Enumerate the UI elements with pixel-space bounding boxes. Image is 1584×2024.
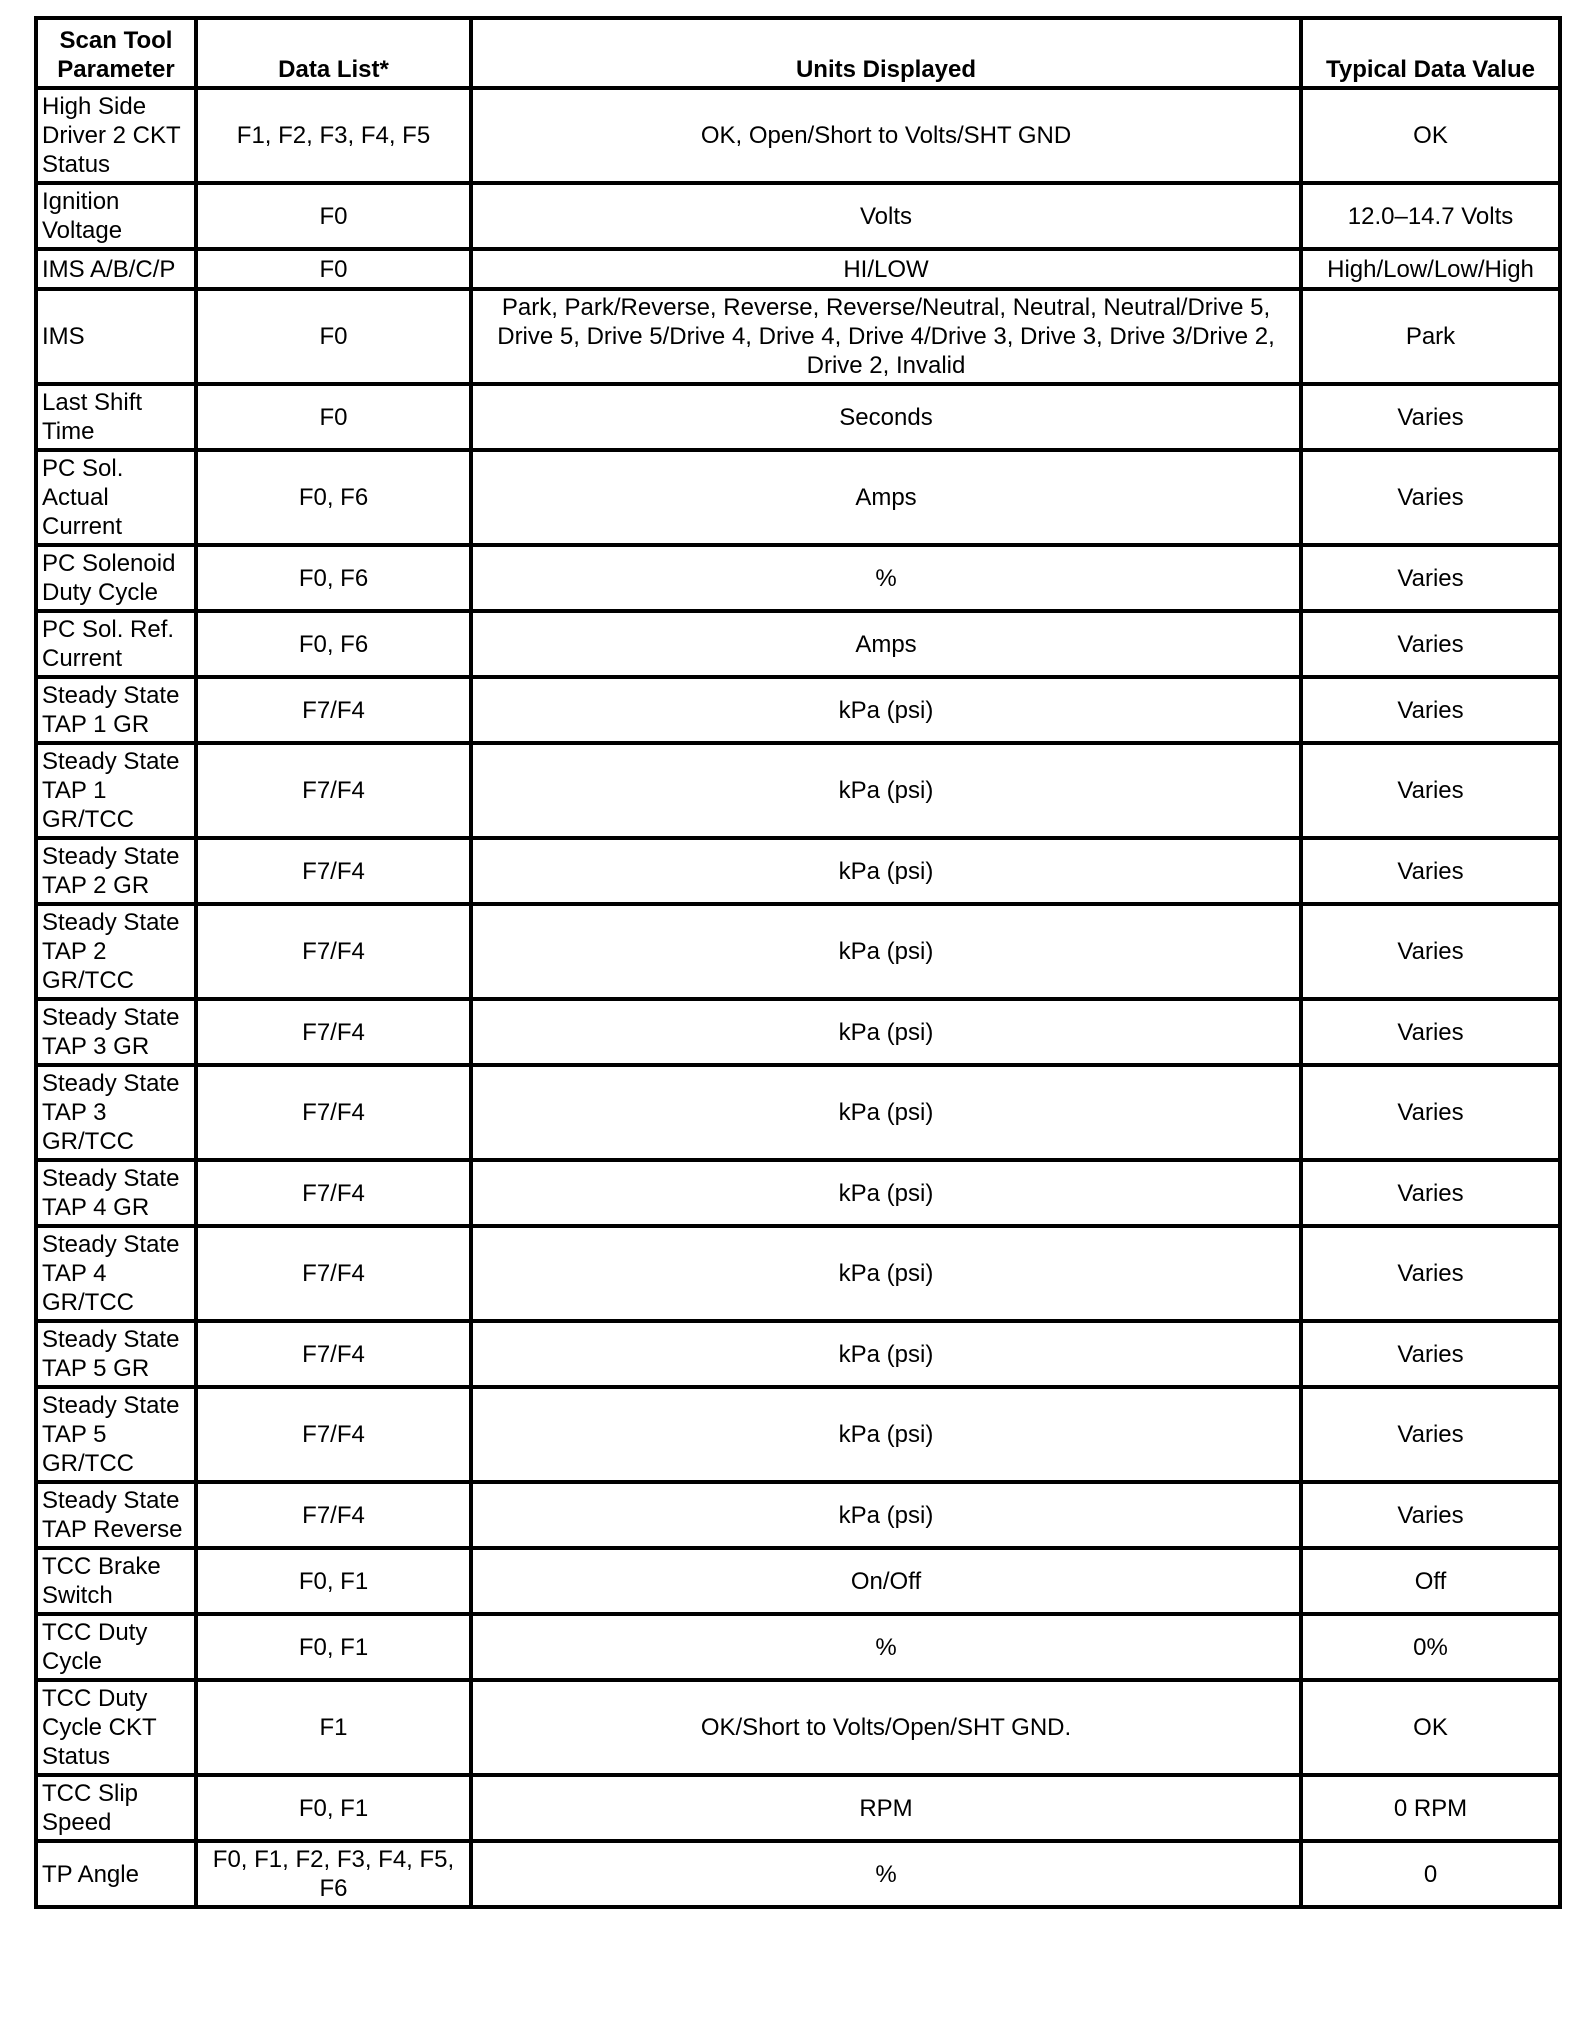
cell-data-list: F0, F1: [196, 1775, 471, 1841]
cell-typical-value: OK: [1301, 1680, 1560, 1775]
cell-parameter: PC Solenoid Duty Cycle: [36, 545, 196, 611]
table-header-row: [36, 18, 1560, 88]
table-row: [36, 904, 1560, 999]
cell-data-list: F7/F4: [196, 999, 471, 1065]
cell-parameter: TCC Duty Cycle CKT Status: [36, 1680, 196, 1775]
table-row: [36, 1387, 1560, 1482]
table-row: [36, 289, 1560, 384]
cell-parameter: Last Shift Time: [36, 384, 196, 450]
cell-typical-value: Varies: [1301, 677, 1560, 743]
cell-units: %: [471, 1841, 1301, 1907]
table-row: [36, 1680, 1560, 1775]
table-row: [36, 1775, 1560, 1841]
cell-data-list: F0, F6: [196, 611, 471, 677]
cell-units: kPa (psi): [471, 1160, 1301, 1226]
cell-typical-value: Park: [1301, 289, 1560, 384]
cell-typical-value: Varies: [1301, 999, 1560, 1065]
table-row: [36, 1321, 1560, 1387]
cell-units: kPa (psi): [471, 1226, 1301, 1321]
cell-units: %: [471, 545, 1301, 611]
cell-typical-value: Varies: [1301, 545, 1560, 611]
header-scan-tool-parameter: Scan Tool Parameter: [36, 18, 196, 88]
cell-typical-value: Off: [1301, 1548, 1560, 1614]
cell-parameter: Steady State TAP 3 GR: [36, 999, 196, 1065]
cell-parameter: Steady State TAP 4 GR/TCC: [36, 1226, 196, 1321]
table-row: [36, 183, 1560, 249]
table-row: [36, 677, 1560, 743]
cell-data-list: F7/F4: [196, 1065, 471, 1160]
cell-parameter: Steady State TAP Reverse: [36, 1482, 196, 1548]
cell-parameter: Steady State TAP 1 GR/TCC: [36, 743, 196, 838]
cell-units: Seconds: [471, 384, 1301, 450]
cell-units: Amps: [471, 611, 1301, 677]
cell-typical-value: Varies: [1301, 450, 1560, 545]
cell-typical-value: 0: [1301, 1841, 1560, 1907]
cell-parameter: Steady State TAP 1 GR: [36, 677, 196, 743]
cell-parameter: TCC Brake Switch: [36, 1548, 196, 1614]
cell-data-list: F7/F4: [196, 904, 471, 999]
cell-parameter: High Side Driver 2 CKT Status: [36, 88, 196, 183]
table-row: [36, 999, 1560, 1065]
cell-typical-value: Varies: [1301, 743, 1560, 838]
cell-typical-value: High/Low/Low/High: [1301, 249, 1560, 289]
cell-typical-value: Varies: [1301, 904, 1560, 999]
cell-units: kPa (psi): [471, 743, 1301, 838]
cell-parameter: Steady State TAP 5 GR: [36, 1321, 196, 1387]
cell-data-list: F0, F6: [196, 545, 471, 611]
cell-data-list: F0, F1: [196, 1548, 471, 1614]
cell-parameter: Steady State TAP 2 GR/TCC: [36, 904, 196, 999]
table-row: [36, 1614, 1560, 1680]
cell-data-list: F7/F4: [196, 677, 471, 743]
cell-parameter: Steady State TAP 5 GR/TCC: [36, 1387, 196, 1482]
cell-typical-value: OK: [1301, 88, 1560, 183]
cell-units: kPa (psi): [471, 904, 1301, 999]
cell-units: kPa (psi): [471, 838, 1301, 904]
cell-data-list: F7/F4: [196, 1160, 471, 1226]
table-row: [36, 1065, 1560, 1160]
cell-typical-value: Varies: [1301, 384, 1560, 450]
cell-units: kPa (psi): [471, 677, 1301, 743]
table-row: [36, 1482, 1560, 1548]
cell-typical-value: Varies: [1301, 1226, 1560, 1321]
header-data-list: Data List*: [196, 18, 471, 88]
header-units-displayed: Units Displayed: [471, 18, 1301, 88]
cell-data-list: F7/F4: [196, 1482, 471, 1548]
cell-units: OK/Short to Volts/Open/SHT GND.: [471, 1680, 1301, 1775]
table-row: [36, 384, 1560, 450]
cell-typical-value: Varies: [1301, 838, 1560, 904]
cell-units: kPa (psi): [471, 1065, 1301, 1160]
diagnostic-data-sheet: [34, 16, 1562, 1909]
cell-data-list: F1, F2, F3, F4, F5: [196, 88, 471, 183]
cell-parameter: PC Sol. Actual Current: [36, 450, 196, 545]
table-row: [36, 1548, 1560, 1614]
cell-data-list: F7/F4: [196, 1226, 471, 1321]
cell-typical-value: Varies: [1301, 1387, 1560, 1482]
cell-parameter: Steady State TAP 2 GR: [36, 838, 196, 904]
table-row: [36, 1160, 1560, 1226]
cell-typical-value: 12.0–14.7 Volts: [1301, 183, 1560, 249]
table-row: [36, 743, 1560, 838]
cell-data-list: F7/F4: [196, 1321, 471, 1387]
cell-typical-value: Varies: [1301, 1160, 1560, 1226]
table-row: [36, 450, 1560, 545]
cell-units: Park, Park/Reverse, Reverse, Reverse/Neutral, Neutral, Neutral/Drive 5, Drive 5, Drive 5/Drive 4, Drive 4, Drive 4/Drive 3, Drive 3, Drive 3/Drive 2, Drive 2, Invalid: [471, 289, 1301, 384]
cell-units: kPa (psi): [471, 999, 1301, 1065]
cell-parameter: PC Sol. Ref. Current: [36, 611, 196, 677]
cell-data-list: F0, F1, F2, F3, F4, F5, F6: [196, 1841, 471, 1907]
cell-typical-value: 0 RPM: [1301, 1775, 1560, 1841]
cell-data-list: F0: [196, 183, 471, 249]
cell-units: RPM: [471, 1775, 1301, 1841]
cell-parameter: IMS A/B/C/P: [36, 249, 196, 289]
table-row: [36, 1841, 1560, 1907]
header-typical-data-value: Typical Data Value: [1301, 18, 1560, 88]
cell-units: Amps: [471, 450, 1301, 545]
table-row: [36, 88, 1560, 183]
cell-typical-value: Varies: [1301, 1482, 1560, 1548]
cell-typical-value: 0%: [1301, 1614, 1560, 1680]
cell-typical-value: Varies: [1301, 1065, 1560, 1160]
table-row: [36, 1226, 1560, 1321]
scan-tool-data-table: [34, 16, 1562, 1909]
table-row: [36, 249, 1560, 289]
cell-parameter: Steady State TAP 3 GR/TCC: [36, 1065, 196, 1160]
cell-data-list: F0: [196, 384, 471, 450]
cell-parameter: TCC Duty Cycle: [36, 1614, 196, 1680]
cell-units: kPa (psi): [471, 1321, 1301, 1387]
cell-parameter: TCC Slip Speed: [36, 1775, 196, 1841]
cell-data-list: F0, F6: [196, 450, 471, 545]
cell-typical-value: Varies: [1301, 611, 1560, 677]
cell-units: kPa (psi): [471, 1387, 1301, 1482]
cell-data-list: F0, F1: [196, 1614, 471, 1680]
cell-data-list: F7/F4: [196, 838, 471, 904]
table-row: [36, 545, 1560, 611]
cell-data-list: F7/F4: [196, 1387, 471, 1482]
table-row: [36, 838, 1560, 904]
cell-parameter: IMS: [36, 289, 196, 384]
table-row: [36, 611, 1560, 677]
cell-units: OK, Open/Short to Volts/SHT GND: [471, 88, 1301, 183]
cell-data-list: F0: [196, 249, 471, 289]
cell-data-list: F1: [196, 1680, 471, 1775]
cell-units: Volts: [471, 183, 1301, 249]
cell-data-list: F7/F4: [196, 743, 471, 838]
cell-parameter: TP Angle: [36, 1841, 196, 1907]
cell-units: HI/LOW: [471, 249, 1301, 289]
cell-parameter: Ignition Voltage: [36, 183, 196, 249]
cell-data-list: F0: [196, 289, 471, 384]
cell-units: %: [471, 1614, 1301, 1680]
cell-units: On/Off: [471, 1548, 1301, 1614]
cell-typical-value: Varies: [1301, 1321, 1560, 1387]
cell-parameter: Steady State TAP 4 GR: [36, 1160, 196, 1226]
cell-units: kPa (psi): [471, 1482, 1301, 1548]
